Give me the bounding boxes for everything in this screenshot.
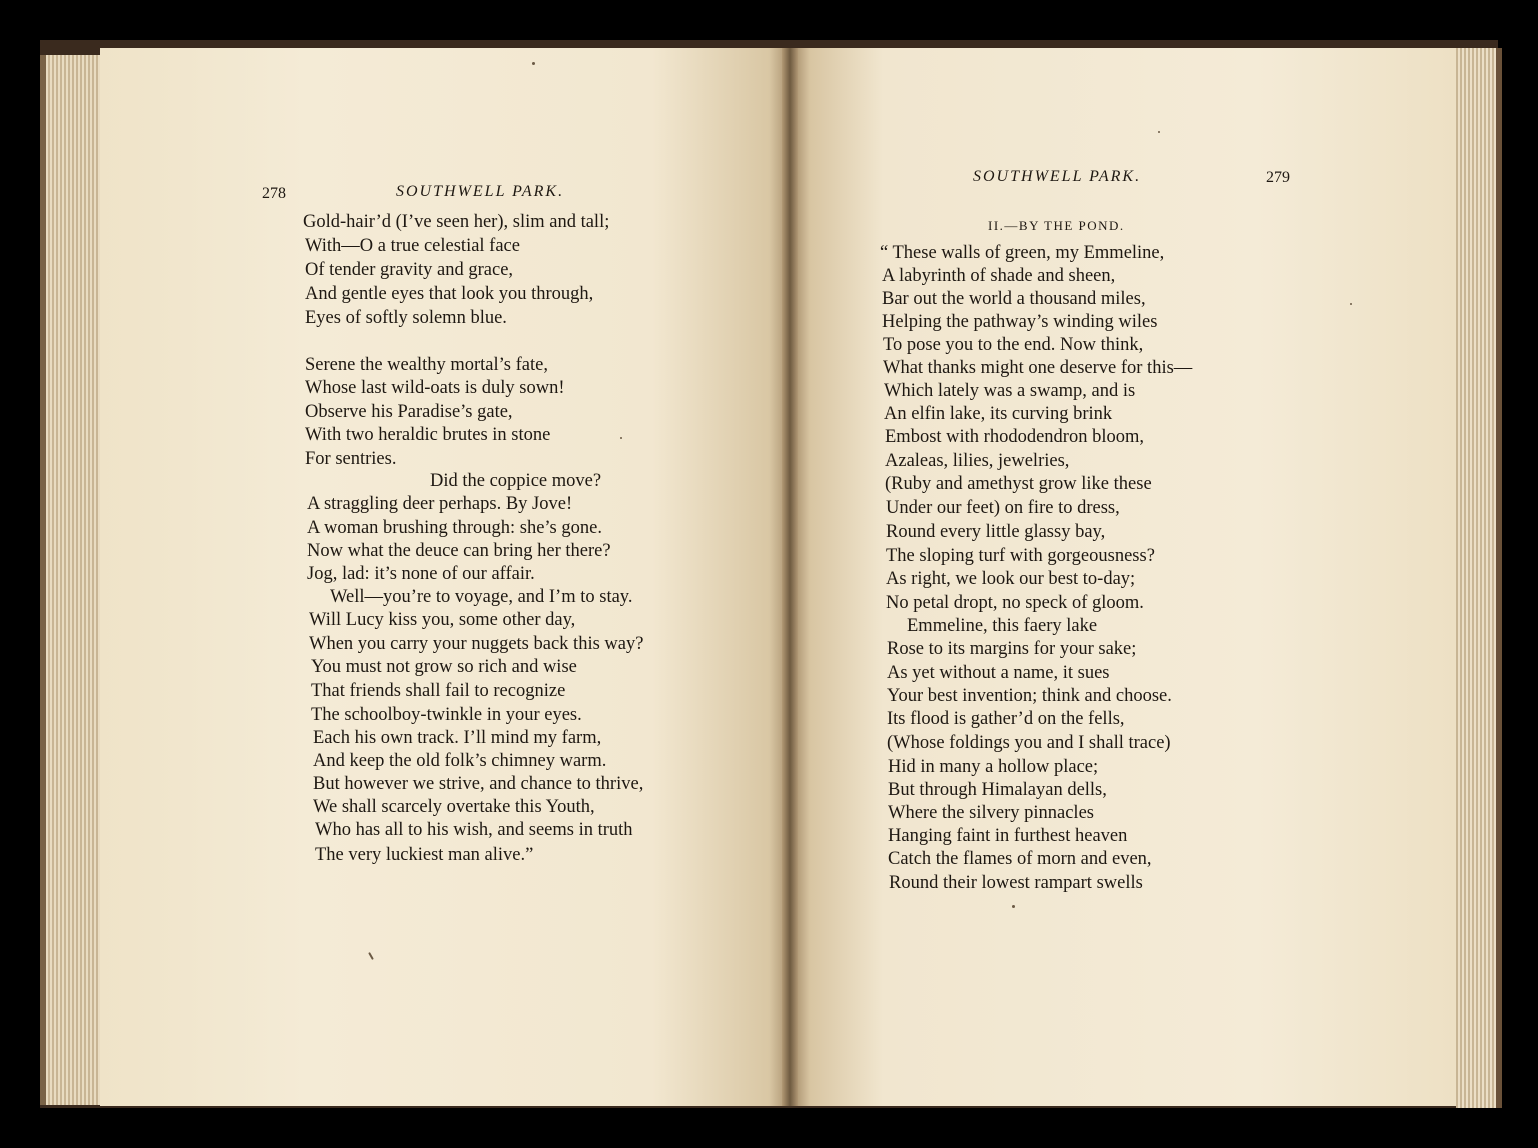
right-line: An elfin lake, its curving brink	[884, 404, 1113, 424]
left-line: With two heraldic brutes in stone	[305, 425, 551, 445]
left-line: You must not grow so rich and wise	[311, 657, 577, 677]
right-line: Emmeline, this faery lake	[907, 616, 1098, 636]
right-line: Round their lowest rampart swells	[889, 873, 1143, 893]
left-line: Now what the deuce can bring her there?	[307, 541, 611, 561]
left-line: And gentle eyes that look you through,	[305, 284, 594, 304]
right-line: As right, we look our best to-day;	[886, 569, 1136, 589]
right-line: Hanging faint in furthest heaven	[888, 826, 1128, 846]
left-line: Of tender gravity and grace,	[305, 260, 514, 280]
right-line: Azaleas, lilies, jewelries,	[885, 451, 1070, 471]
left-page-number: 278	[262, 185, 286, 202]
right-line: Your best invention; think and choose.	[887, 686, 1172, 706]
left-line: Did the coppice move?	[430, 471, 602, 491]
right-line: Catch the flames of morn and even,	[888, 849, 1152, 869]
left-line: Gold-hair’d (I’ve seen her), slim and tall;	[303, 212, 610, 232]
right-line: The sloping turf with gorgeousness?	[886, 546, 1155, 566]
left-line: The very luckiest man alive.”	[315, 845, 534, 865]
right-line: Under our feet) on fire to dress,	[886, 498, 1120, 518]
right-line: Where the silvery pinnacles	[888, 803, 1094, 823]
left-line: Well—you’re to voyage, and I’m to stay.	[330, 587, 633, 607]
left-line: Will Lucy kiss you, some other day,	[309, 610, 576, 630]
left-line: Eyes of softly solemn blue.	[305, 308, 507, 328]
right-line: Rose to its margins for your sake;	[887, 639, 1137, 659]
right-running-head: SOUTHWELL PARK.	[973, 168, 1142, 185]
right-page-edges	[1456, 48, 1502, 1108]
left-line: When you carry your nuggets back this way?	[309, 634, 644, 654]
left-line: And keep the old folk’s chimney warm.	[313, 751, 607, 771]
left-line: Serene the wealthy mortal’s fate,	[305, 355, 548, 375]
paper-fleck	[1012, 905, 1015, 908]
right-line: Embost with rhododendron bloom,	[885, 427, 1144, 447]
right-line: Which lately was a swamp, and is	[884, 381, 1136, 401]
left-line: For sentries.	[305, 449, 397, 469]
book-gutter	[782, 48, 798, 1106]
left-line: That friends shall fail to recognize	[311, 681, 566, 701]
left-line: Each his own track. I’ll mind my farm,	[313, 728, 602, 748]
left-line: With—O a true celestial face	[305, 236, 520, 256]
right-line: A labyrinth of shade and sheen,	[882, 266, 1116, 286]
right-line: Round every little glassy bay,	[886, 522, 1106, 542]
right-line: To pose you to the end. Now think,	[883, 335, 1144, 355]
right-line: Its flood is gather’d on the fells,	[887, 709, 1125, 729]
left-page-edges	[40, 55, 106, 1105]
right-page-number: 279	[1266, 169, 1290, 186]
right-line: As yet without a name, it sues	[887, 663, 1110, 683]
left-running-head: SOUTHWELL PARK.	[396, 183, 565, 200]
right-line: What thanks might one deserve for this—	[883, 358, 1193, 378]
left-line: A straggling deer perhaps. By Jove!	[307, 494, 573, 514]
paper-fleck	[532, 62, 535, 65]
left-line: Jog, lad: it’s none of our affair.	[307, 564, 535, 584]
right-line: Helping the pathway’s winding wiles	[882, 312, 1158, 332]
left-line: A woman brushing through: she’s gone.	[307, 518, 602, 538]
right-line: But through Himalayan dells,	[888, 780, 1107, 800]
right-line: Hid in many a hollow place;	[888, 757, 1099, 777]
left-line: The schoolboy-twinkle in your eyes.	[311, 705, 582, 725]
right-line: No petal dropt, no speck of gloom.	[886, 593, 1144, 613]
paper-fleck	[1158, 131, 1160, 133]
paper-fleck	[620, 437, 622, 439]
section-title: II.—BY THE POND.	[988, 218, 1125, 233]
left-line: Who has all to his wish, and seems in truth	[315, 820, 633, 840]
left-line: But however we strive, and chance to thrive,	[313, 774, 644, 794]
right-line: (Whose foldings you and I shall trace)	[887, 733, 1171, 753]
left-line: We shall scarcely overtake this Youth,	[313, 797, 595, 817]
right-line: Bar out the world a thousand miles,	[882, 289, 1146, 309]
left-line: Whose last wild-oats is duly sown!	[305, 378, 565, 398]
right-line: “ These walls of green, my Emmeline,	[880, 243, 1165, 263]
left-line: Observe his Paradise’s gate,	[305, 402, 513, 422]
paper-fleck	[1350, 303, 1352, 305]
right-line: (Ruby and amethyst grow like these	[885, 474, 1152, 494]
